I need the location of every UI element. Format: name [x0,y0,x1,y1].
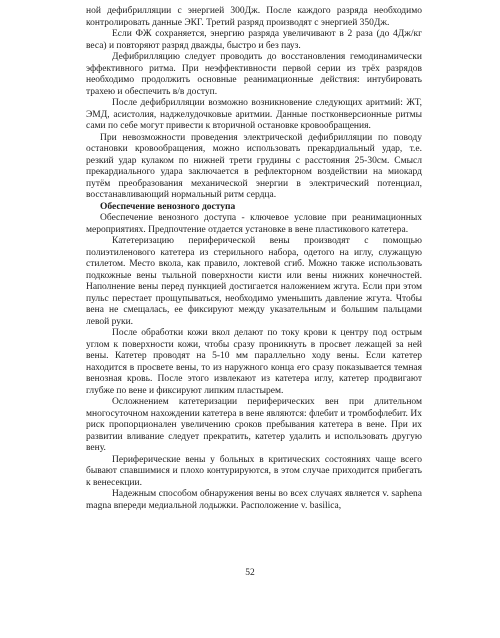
paragraph: При невозможности проведения электрической дефибрилляции по поводу остановки кровообращения, можно использовать прекардиальный удар, т.е. резкий удар кулаком по нижней трети грудины с расстояния 25-30см. Смысл прекардиального удара заключается в рефлекторном воздействии на миокард путём преобразования механической энергии в электрический потенциал, восстанавливающий нормальный ритм сердца. [86,132,422,200]
paragraph: Катетеризацию периферической вены производят с помощью полиэтиленового катетера из стерильного набора, одетого на иглу, служащую стилетом. Место вкола, как правило, локтевой сгиб. Можно также использовать подкожные вены тыльной поверхности кисти или вены нижних конечностей. Наполнение вены перед пункцией достигается наложением жгута. Если при этом пульс перестает прощупываться, необходимо уменьшить давление жгута. Чтобы вена не смещалась, ее фиксируют между указательным и большим пальцами левой руки. [86,236,422,327]
paragraph: ной дефибрилляции с энергией 300Дж. После каждого разряда необходимо контролировать данные ЭКГ. Третий разряд производят с энергией 350Дж. [86,6,422,28]
paragraph: Если ФЖ сохраняется, энергию разряда увеличивают в 2 раза (до 4Дж/кг веса) и повторяют разряд дважды, быстро и без пауз. [86,29,422,51]
section-heading: Обеспечение венозного доступа [100,201,236,212]
paragraph: После обработки кожи вкол делают по току крови к центру под острым углом к поверхности кожи, чтобы сразу проникнуть в просвет лежащей за ней вены. Катетер проводят на 5-10 мм параллельно ходу вены. Если катетер находится в просвете вены, то из наружного конца его сразу показывается темная венозная кровь. После этого извлекают из катетера иглу, катетер продвигают глубже по вене и фиксируют липким пластырем. [86,328,422,396]
page-body [86,6,422,512]
paragraph: Осложнением катетеризации периферических вен при длительном многосуточном нахождении катетера в вене являются: флебит и тромбофлебит. Их риск пропорционален увеличению сроков пребывания катетера в вене. При их развитии вливание следует прекратить, катетер удалить и использовать другую вену. [86,397,422,453]
paragraph: Периферические вены у больных в критических состояниях чаще всего бывают спавшимися и плохо контурируются, в этом случае приходится прибегать к венесекции. [86,454,422,488]
page-number: 52 [245,568,255,578]
paragraph: Обеспечение венозного доступа - ключевое условие при реанимационных мероприятиях. Предпочтение отдается установке в вене пластикового катетера. [86,213,422,235]
paragraph: После дефибрилляции возможно возникновение следующих аритмий: ЖТ, ЭМД, асистолия, наджелудочковые аритмии. Данные постконверсионные ритмы сами по себе могут привести к вторичной остановке кровообращения. [86,98,422,131]
paragraph: Дефибрилляцию следует проводить до восстановления гемодинамически эффективного ритма. При неэффективности первой серии из трёх разрядов необходимо продолжить основные реанимационные действия: интубировать трахею и обеспечить в/в доступ. [86,52,422,97]
paragraph: Надежным способом обнаружения вены во всех случаях является v. saphena magna впереди медиальной лодыжки. Расположение v. basilica, [86,489,422,511]
